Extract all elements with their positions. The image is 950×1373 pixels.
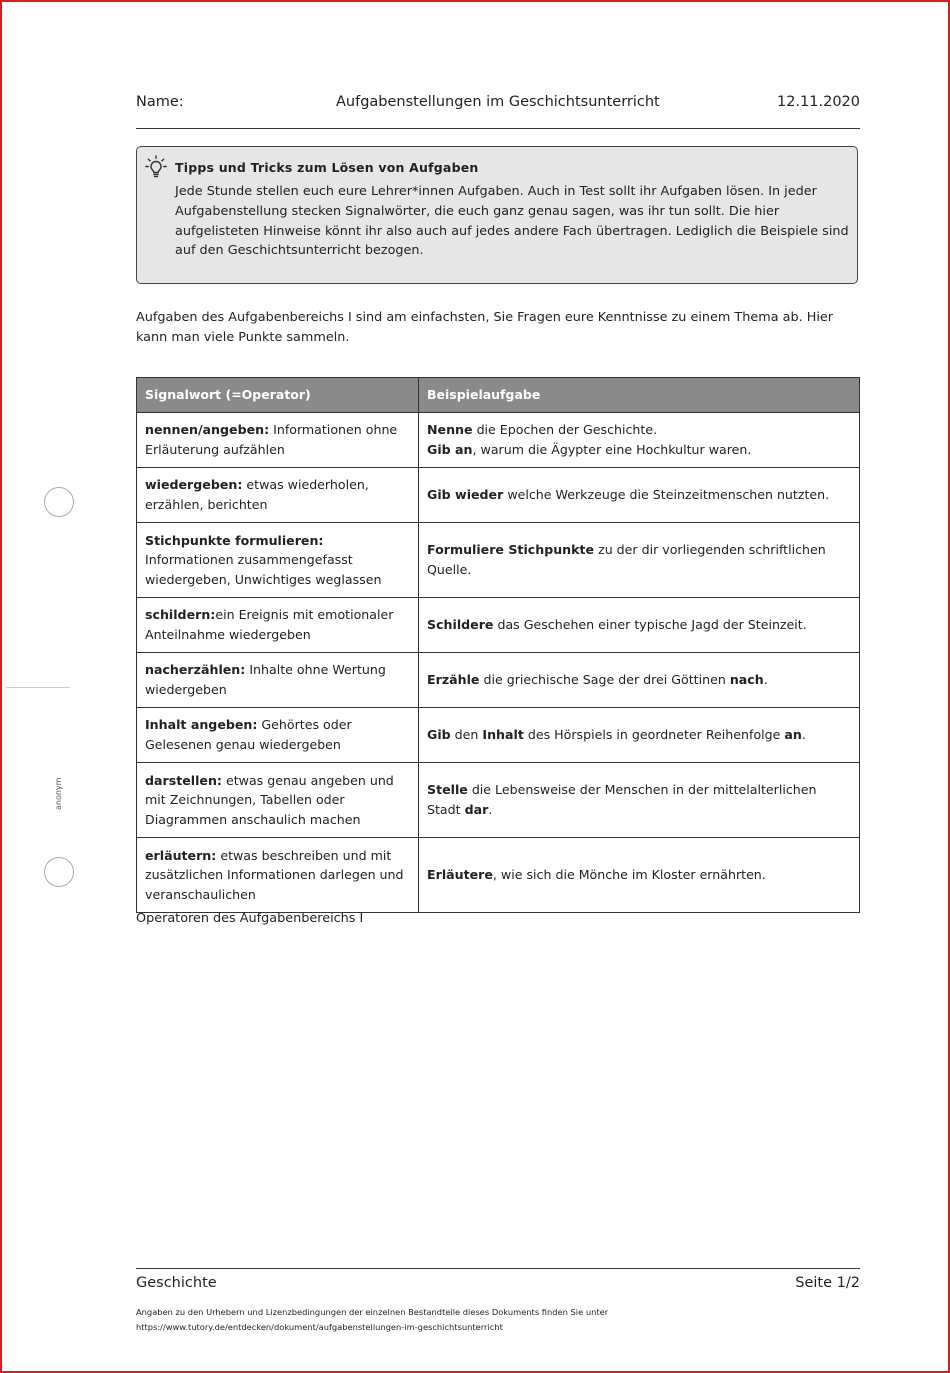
footer-page-number: Seite 1/2 bbox=[795, 1275, 860, 1291]
example-cell bbox=[419, 708, 860, 763]
bold-keyword: Formuliere Stichpunkte bbox=[427, 542, 595, 558]
cell-text: die Lebensweise der Menschen in der mittelalterlichen Stadt bbox=[427, 782, 817, 817]
page-footer bbox=[136, 1268, 860, 1332]
bold-keyword: Inhalt bbox=[482, 727, 524, 743]
cell-text: Gehörtes oder Gelesenen genau wiedergeben bbox=[145, 717, 352, 752]
table-header-row bbox=[137, 378, 860, 413]
bold-keyword: Stelle bbox=[427, 782, 468, 798]
cell-text: zu der dir vorliegenden schriftlichen Quelle. bbox=[427, 542, 826, 577]
bold-keyword: wiedergeben: bbox=[145, 477, 243, 493]
table-row bbox=[137, 413, 860, 468]
bold-keyword: Erzähle bbox=[427, 672, 480, 688]
operator-cell bbox=[137, 598, 419, 653]
cell-text: Informationen zusammengefasst wiedergeben, Unwichtiges weglassen bbox=[145, 552, 382, 587]
bold-keyword: nennen/angeben: bbox=[145, 422, 270, 438]
bold-keyword: Gib an bbox=[427, 442, 473, 457]
cell-text: die Epochen der Geschichte. bbox=[472, 422, 658, 438]
cell-text: die griechische Sage der drei Göttinen bbox=[479, 672, 730, 688]
cell-text: etwas wiederholen, erzählen, berichten bbox=[145, 477, 369, 512]
footer-subject: Geschichte bbox=[136, 1275, 217, 1291]
operator-cell bbox=[137, 413, 419, 468]
punch-hole-bottom bbox=[44, 857, 74, 887]
operator-cell bbox=[137, 653, 419, 708]
page-header bbox=[136, 94, 860, 129]
bold-keyword: Nenne bbox=[427, 422, 473, 438]
example-cell bbox=[419, 523, 860, 598]
operator-cell bbox=[137, 468, 419, 523]
cell-text: das Geschehen einer typische Jagd der Steinzeit. bbox=[493, 617, 807, 633]
operator-cell bbox=[137, 763, 419, 838]
license-url[interactable]: https://www.tutory.de/entdecken/dokument/aufgabenstellungen-im-geschichtsunterricht bbox=[136, 1322, 503, 1332]
intro-text: Aufgaben des Aufgabenbereichs I sind am einfachsten, Sie Fragen eure Kenntnisse zu einem Thema ab. Hier kann man viele Punkte sammeln. bbox=[136, 310, 834, 345]
header-operator: Signalwort (=Operator) bbox=[137, 378, 419, 413]
operator-cell bbox=[137, 523, 419, 598]
bold-keyword: Inhalt angeben: bbox=[145, 717, 258, 733]
fold-mark bbox=[6, 687, 70, 688]
license-notice bbox=[136, 1305, 608, 1335]
table-row bbox=[137, 838, 860, 913]
table-row bbox=[137, 523, 860, 598]
cell-text: den bbox=[450, 727, 483, 743]
bold-keyword: erläutern: bbox=[145, 847, 217, 863]
bold-keyword: an bbox=[784, 727, 802, 743]
lightbulb-icon bbox=[145, 155, 167, 179]
example-cell bbox=[419, 598, 860, 653]
table-row bbox=[137, 763, 860, 838]
cell-text: etwas beschreiben und mit zusätzlichen Informationen darlegen und veranschaulichen bbox=[145, 847, 404, 902]
example-cell bbox=[419, 413, 860, 468]
cell-text: . bbox=[763, 672, 768, 688]
cell-text: Informationen ohne Erläuterung aufzählen bbox=[145, 422, 398, 457]
cell-text: . bbox=[801, 727, 806, 743]
bold-keyword: Schildere bbox=[427, 617, 494, 633]
tips-box bbox=[136, 146, 858, 284]
example-cell bbox=[419, 838, 860, 913]
name-label: Name: bbox=[136, 94, 184, 110]
table-row bbox=[137, 468, 860, 523]
cell-text: , warum die Ägypter eine Hochkultur waren. bbox=[472, 442, 752, 457]
cell-text: . bbox=[488, 802, 493, 817]
operator-cell bbox=[137, 708, 419, 763]
bold-keyword: Gib wieder bbox=[427, 487, 504, 503]
table-row bbox=[137, 598, 860, 653]
bold-keyword: Gib bbox=[427, 727, 451, 743]
document-title: Aufgabenstellungen im Geschichtsunterricht bbox=[336, 94, 660, 110]
table-row bbox=[137, 653, 860, 708]
cell-text: ein Ereignis mit emotionaler Anteilnahme wiedergeben bbox=[145, 607, 394, 642]
table-row bbox=[137, 708, 860, 763]
example-cell bbox=[419, 763, 860, 838]
cell-text: Inhalte ohne Wertung wiedergeben bbox=[145, 662, 386, 697]
punch-hole-top bbox=[44, 487, 74, 517]
bold-keyword: dar bbox=[464, 802, 489, 817]
example-cell bbox=[419, 468, 860, 523]
license-line-1: Angaben zu den Urhebern und Lizenzbedingungen der einzelnen Bestandteile dieses Dokuments finden Sie unter bbox=[136, 1307, 609, 1317]
table-caption: Operatoren des Aufgabenbereichs I bbox=[136, 911, 364, 926]
bold-keyword: Erläutere bbox=[427, 867, 493, 883]
cell-text: , wie sich die Mönche im Kloster ernährten. bbox=[492, 867, 766, 883]
tips-title: Tipps und Tricks zum Lösen von Aufgaben bbox=[175, 160, 479, 175]
bold-keyword: Stichpunkte formulieren: bbox=[145, 532, 324, 548]
bold-keyword: nach bbox=[729, 672, 764, 688]
example-cell bbox=[419, 653, 860, 708]
table-body bbox=[137, 413, 860, 913]
bold-keyword: nacherzählen: bbox=[145, 662, 246, 678]
header-example: Beispielaufgabe bbox=[419, 378, 860, 413]
operator-cell bbox=[137, 838, 419, 913]
cell-text: welche Werkzeuge die Steinzeitmenschen nutzten. bbox=[503, 487, 830, 503]
tips-body: Jede Stunde stellen euch eure Lehrer*innen Aufgaben. Auch in Test sollt ihr Aufgaben lösen. In jeder Aufgabenstellung stecken Signalwörter, die euch ganz genau sagen, was ihr tun sollt. Die hier aufgelisteten Hinweise könnt ihr also auch auf jedes andere Fach übertragen. Lediglich die Beispiele sind auf den Geschichtsunterricht bezogen. bbox=[175, 184, 849, 259]
anonym-label: anonym bbox=[54, 777, 63, 810]
bold-keyword: schildern: bbox=[145, 607, 216, 623]
cell-text: des Hörspiels in geordneter Reihenfolge bbox=[523, 727, 785, 743]
operators-table bbox=[136, 377, 860, 913]
document-date: 12.11.2020 bbox=[776, 94, 860, 110]
bold-keyword: darstellen: bbox=[145, 772, 222, 788]
cell-text: etwas genau angeben und mit Zeichnungen, Tabellen oder Diagrammen anschaulich machen bbox=[145, 772, 394, 827]
